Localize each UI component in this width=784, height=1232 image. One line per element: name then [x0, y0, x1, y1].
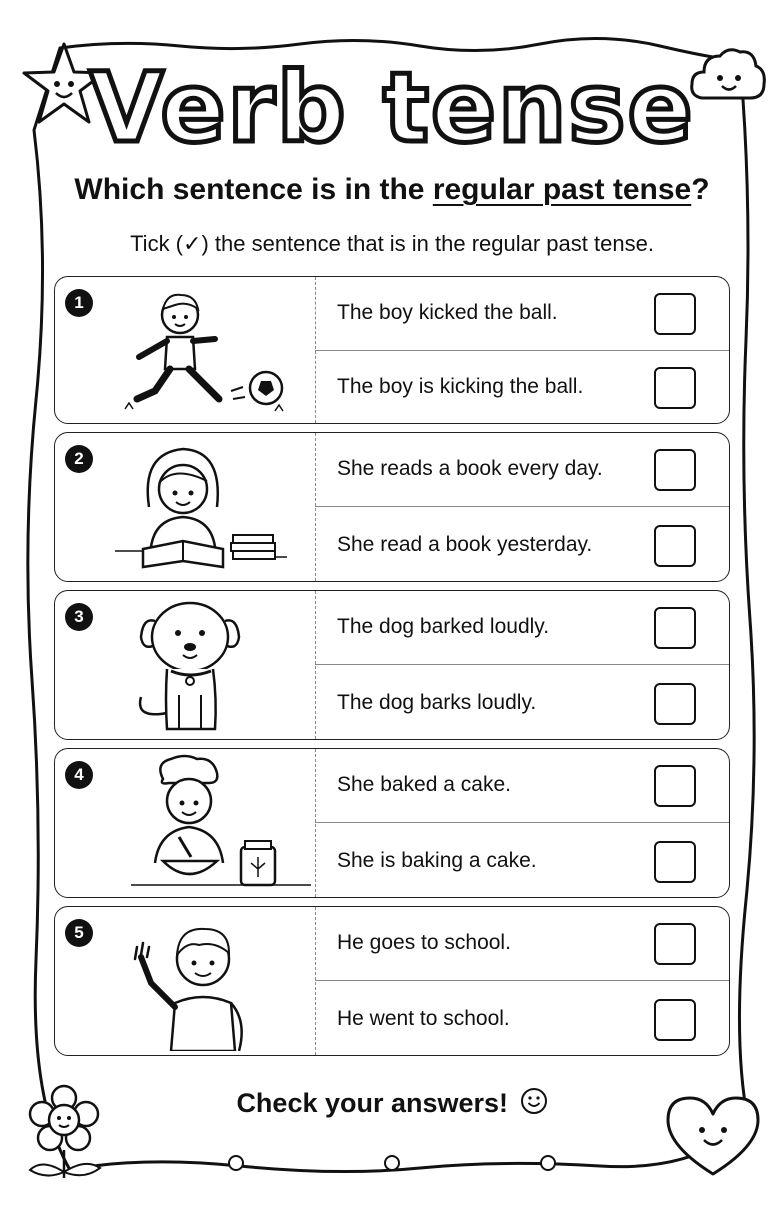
instruction: Tick (✓) the sentence that is in the regular past tense.	[130, 231, 654, 256]
question-suffix: ?	[691, 173, 710, 206]
footer-text: Check your answers!	[236, 1088, 509, 1118]
option-sentence: He went to school.	[337, 1007, 510, 1030]
item-number: 1	[65, 289, 93, 317]
option-sentence: The dog barked loudly.	[337, 615, 550, 638]
tick-box[interactable]	[654, 607, 696, 649]
column-divider	[315, 433, 316, 581]
item-number: 5	[65, 919, 93, 947]
tick-box[interactable]	[654, 923, 696, 965]
page-title: Verb tense	[89, 52, 695, 164]
boy-waving-illustration	[115, 911, 315, 1051]
girl-baking-illustration	[115, 753, 315, 893]
tick-box[interactable]	[654, 367, 696, 409]
item-number: 2	[65, 445, 93, 473]
question-item-1	[54, 276, 730, 424]
option-sentence: The boy is kicking the ball.	[337, 375, 584, 398]
option-sentence: He goes to school.	[337, 931, 511, 954]
column-divider	[315, 749, 316, 897]
question	[0, 173, 784, 207]
boy-kicking-ball-illustration	[115, 281, 315, 419]
row-divider	[315, 664, 729, 665]
row-divider	[315, 350, 729, 351]
question-prefix: Which sentence is in the	[74, 173, 433, 206]
option-sentence: She is baking a cake.	[337, 849, 537, 872]
tick-box[interactable]	[654, 765, 696, 807]
sitting-dog-illustration	[115, 595, 315, 735]
option-sentence: She read a book yesterday.	[337, 533, 593, 556]
smiley-icon	[520, 1087, 548, 1115]
row-divider	[315, 822, 729, 823]
question-item-2	[54, 432, 730, 582]
option-sentence: The dog barks loudly.	[337, 691, 537, 714]
question-item-4	[54, 748, 730, 898]
tick-box[interactable]	[654, 449, 696, 491]
girl-reading-book-illustration	[115, 437, 315, 577]
option-sentence: She reads a book every day.	[337, 457, 603, 480]
row-divider	[315, 980, 729, 981]
question-item-5	[54, 906, 730, 1056]
question-underlined: regular past tense	[432, 173, 692, 206]
column-divider	[315, 907, 316, 1055]
item-number: 4	[65, 761, 93, 789]
option-sentence: She baked a cake.	[337, 773, 511, 796]
flower-icon	[22, 1084, 112, 1180]
tick-box[interactable]	[654, 683, 696, 725]
option-sentence: The boy kicked the ball.	[337, 301, 558, 324]
question-item-3	[54, 590, 730, 740]
row-divider	[315, 506, 729, 507]
column-divider	[315, 591, 316, 739]
tick-box[interactable]	[654, 999, 696, 1041]
item-number: 3	[65, 603, 93, 631]
tick-box[interactable]	[654, 841, 696, 883]
heart-icon	[664, 1094, 762, 1178]
tick-box[interactable]	[654, 525, 696, 567]
tick-box[interactable]	[654, 293, 696, 335]
